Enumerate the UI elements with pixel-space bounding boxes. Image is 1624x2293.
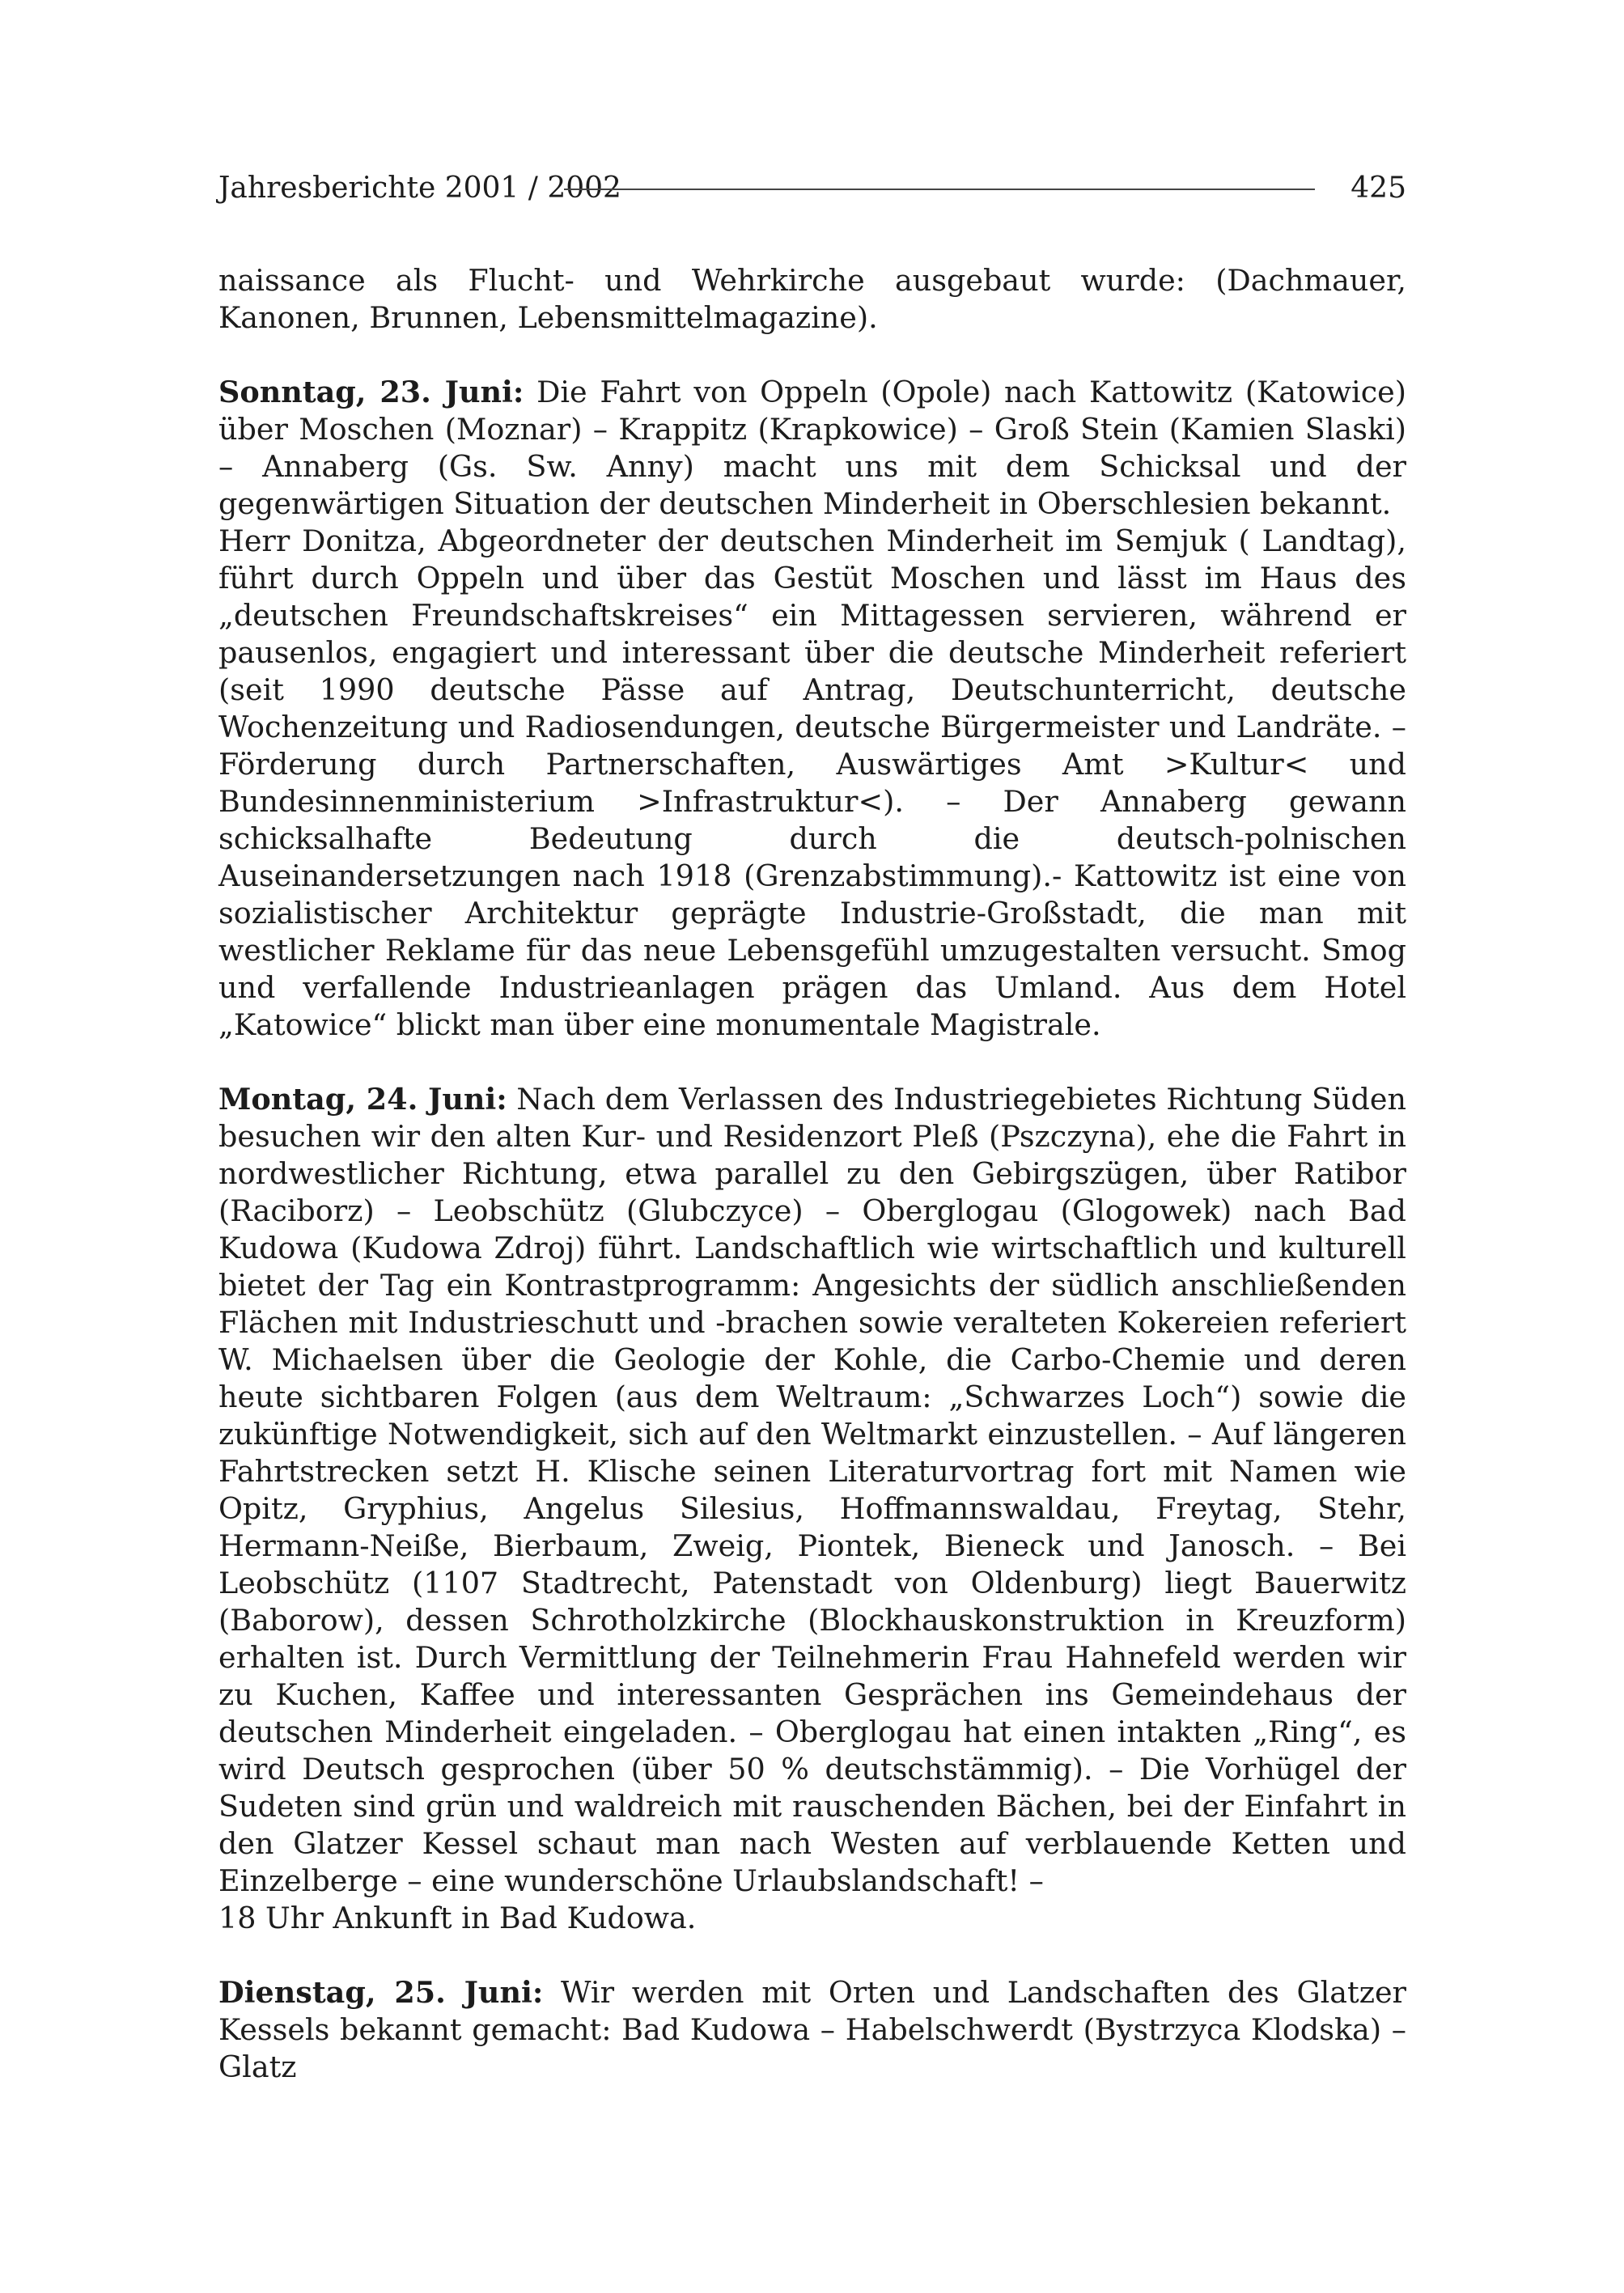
page-number: 425	[1351, 172, 1406, 205]
running-header	[218, 168, 1406, 209]
sunday-paragraph	[218, 374, 1406, 523]
monday-paragraph	[218, 1081, 1406, 1900]
monday-label: Montag, 24. Juni:	[218, 1082, 507, 1117]
sunday-paragraph-2	[218, 523, 1406, 1044]
sunday-text-2: Herr Donitza, Abgeordneter der deutschen Minderheit im Semjuk ( Landtag), führt durch Oppeln und über das Gestüt Moschen und lässt im Haus des „deutschen Freundschaftskreises“ ein Mittagessen servieren, während er pausenlos, engagiert und interessant über die deutsche Minderheit referiert (seit 1990 deutsche Pässe auf Antrag, Deutschunterricht, deutsche Wochenzeitung und Radiosendungen, deutsche Bürgermeister und Landräte. – Förderung durch Partnerschaften, Auswärtiges Amt >Kultur< und Bundesinnenministerium >Infrastruktur<). – Der Annaberg gewann schicksalhafte Bedeutung durch die deutsch-polnischen Auseinandersetzungen nach 1918 (Grenzabstimmung).- Kattowitz ist eine von sozialistischer Architektur geprägte Industrie-Großstadt, die man mit westlicher Reklame für das neue Lebensgefühl umzugestalten versucht. Smog und verfallende Industrieanlagen prägen das Umland. Aus dem Hotel „Katowice“ blickt man über eine monumentale Magistrale.	[218, 523, 1406, 1042]
tuesday-label: Dienstag, 25. Juni:	[218, 1975, 544, 2010]
running-title: Jahresberichte 2001 / 2002	[218, 172, 621, 205]
paragraph-gap	[218, 1044, 1406, 1081]
body-text	[218, 262, 1406, 2086]
monday-arrival-text: 18 Uhr Ankunft in Bad Kudowa.	[218, 1901, 697, 1935]
intro-text: naissance als Flucht- und Wehrkirche ausgebaut wurde: (Dachmauer, Kanonen, Brunnen, Lebensmittelmagazine).	[218, 263, 1406, 335]
paragraph-gap	[218, 337, 1406, 374]
monday-arrival	[218, 1900, 1406, 1937]
header-rule	[564, 189, 1315, 190]
intro-paragraph	[218, 262, 1406, 337]
paragraph-gap	[218, 1937, 1406, 1974]
tuesday-paragraph	[218, 1974, 1406, 2086]
sunday-text: Die Fahrt von Oppeln (Opole) nach Kattowitz (Katowice) über Moschen (Moznar) – Krappitz (Krapkowice) – Groß Stein (Kamien Slaski) – Annaberg (Gs. Sw. Anny) macht uns mit dem Schicksal und der gegenwärtigen Situation der deutschen Minderheit in Oberschlesien bekannt.	[218, 375, 1406, 521]
tuesday-text: Wir werden mit Orten und Landschaften des Glatzer Kessels bekannt gemacht: Bad Kudowa – Habelschwerdt (Bystrzyca Klodska) – Glatz	[218, 1975, 1406, 2084]
sunday-label: Sonntag, 23. Juni:	[218, 375, 524, 409]
monday-text: Nach dem Verlassen des Industriegebietes Richtung Süden besuchen wir den alten Kur- und Residenzort Pleß (Pszczyna), ehe die Fahrt in nordwestlicher Richtung, etwa parallel zu den Gebirgszügen, über Ratibor (Raciborz) – Leobschütz (Glubczyce) – Oberglogau (Glogowek) nach Bad Kudowa (Kudowa Zdroj) führt. Landschaftlich wie wirtschaftlich und kulturell bietet der Tag ein Kontrastprogramm: Angesichts der südlich anschließenden Flächen mit Industrieschutt und -brachen sowie veralteten Kokereien referiert W. Michaelsen über die Geologie der Kohle, die Carbo-Chemie und deren heute sichtbaren Folgen (aus dem Weltraum: „Schwarzes Loch“) sowie die zukünftige Notwendigkeit, sich auf den Weltmarkt einzustellen. – Auf längeren Fahrtstrecken setzt H. Klische seinen Literaturvortrag fort mit Namen wie Opitz, Gryphius, Angelus Silesius, Hoffmannswaldau, Freytag, Stehr, Hermann-Neiße, Bierbaum, Zweig, Piontek, Bieneck und Janosch. – Bei Leobschütz (1107 Stadtrecht, Patenstadt von Oldenburg) liegt Bauerwitz (Baborow), dessen Schrotholzkirche (Blockhauskonstruktion in Kreuzform) erhalten ist. Durch Vermittlung der Teilnehmerin Frau Hahnefeld werden wir zu Kuchen, Kaffee und interessanten Gesprächen ins Gemeindehaus der deutschen Minderheit eingeladen. – Oberglogau hat einen intakten „Ring“, es wird Deutsch gesprochen (über 50 % deutschstämmig). – Die Vorhügel der Sudeten sind grün und waldreich mit rauschenden Bächen, bei der Einfahrt in den Glatzer Kessel schaut man nach Westen auf verblauende Ketten und Einzelberge – eine wunderschöne Urlaubslandschaft! –	[218, 1082, 1407, 1898]
